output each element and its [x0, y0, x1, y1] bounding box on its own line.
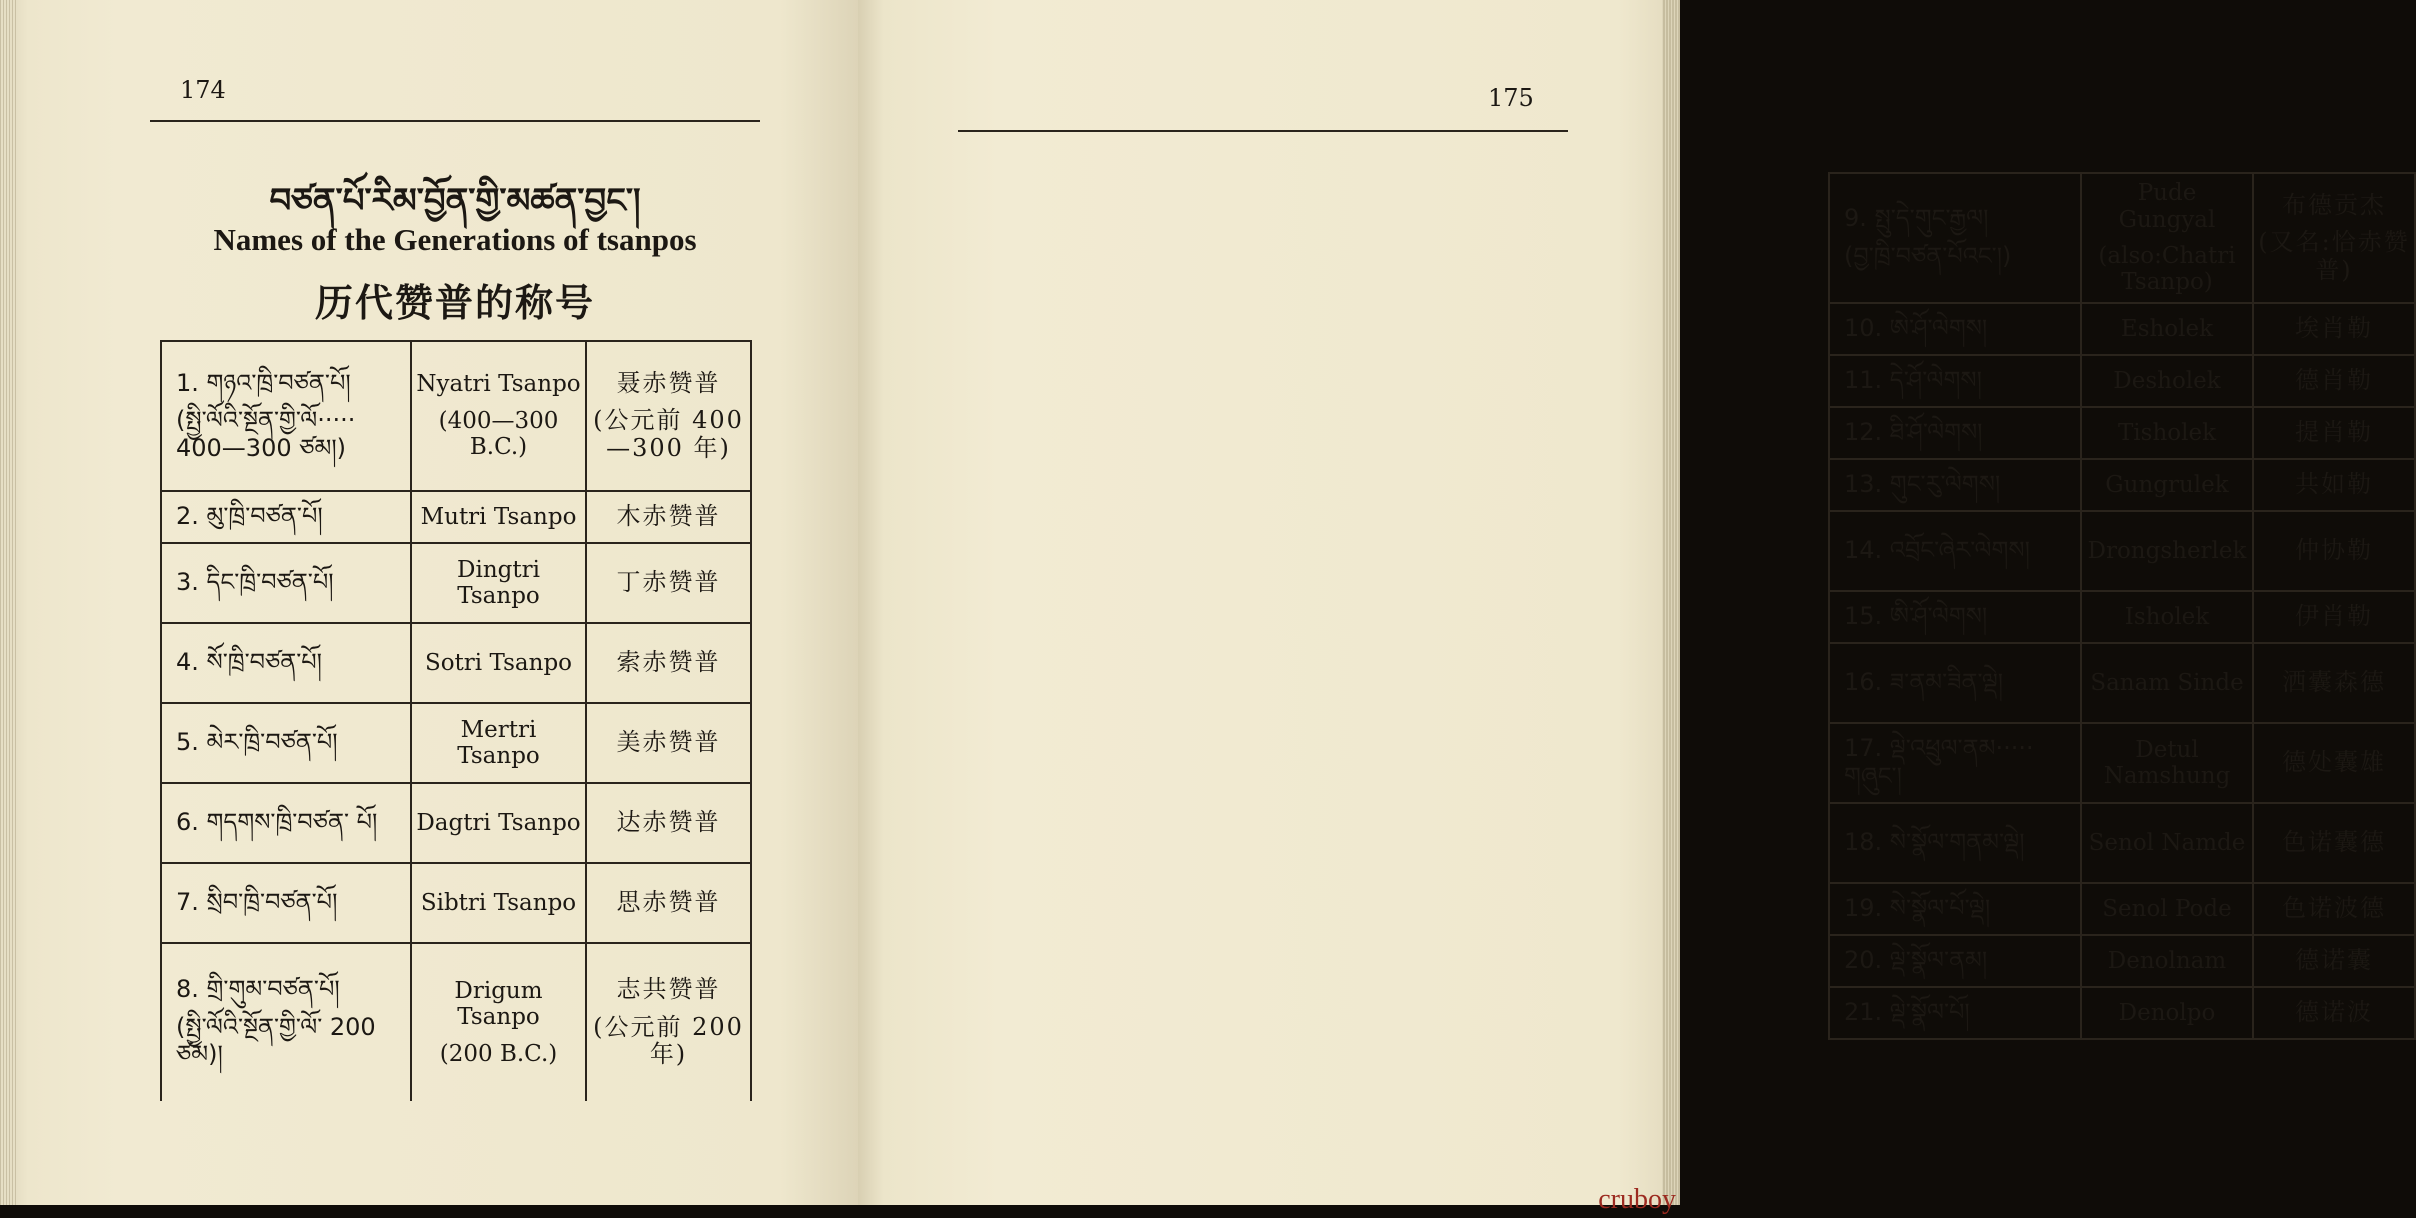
table-row — [161, 543, 751, 623]
chinese-name-cell — [586, 863, 751, 943]
tibetan-name-cell — [1829, 723, 2081, 803]
table-row — [161, 943, 751, 1101]
tibetan-name: 21. ལྡེ་སྣོལ་པོ། — [1844, 998, 1970, 1027]
tibetan-name-cell — [1829, 883, 2081, 935]
tibetan-name-cell — [1829, 173, 2081, 303]
tibetan-name: 13. གུང་རུ་ལེགས། — [1844, 470, 2001, 499]
chinese-name: 洒囊森德 — [2282, 668, 2386, 697]
chinese-name-cell — [2253, 723, 2415, 803]
english-name: Sanam Sinde — [2090, 669, 2244, 696]
table-row — [1829, 723, 2415, 803]
english-name: Gungrulek — [2105, 471, 2229, 498]
chinese-name-cell — [586, 341, 751, 491]
chinese-name: 丁赤赞普 — [616, 568, 721, 597]
chinese-name: 德诺波 — [2295, 998, 2373, 1027]
chinese-name-cell — [586, 491, 751, 543]
english-name: Detul Namshung — [2103, 736, 2231, 789]
tibetan-name: 10. ཨེ་ཤོ་ལེགས། — [1844, 314, 1988, 343]
table-row — [1829, 173, 2415, 303]
english-name-cell — [2081, 407, 2253, 459]
english-name: Mertri Tsanpo — [457, 716, 540, 769]
english-name: Sibtri Tsanpo — [420, 889, 577, 916]
table-row — [1829, 511, 2415, 591]
table-row — [1829, 935, 2415, 987]
chinese-name: 色诺波德 — [2282, 894, 2386, 923]
english-name-cell — [2081, 511, 2253, 591]
english-note: (400—300 B.C.) — [438, 407, 559, 461]
tibetan-name: 12. ཐི་ཤོ་ལེགས། — [1844, 418, 1983, 447]
english-name-cell — [2081, 723, 2253, 803]
watermark-text: cruboy — [1598, 1184, 1676, 1215]
tibetan-name-cell — [1829, 407, 2081, 459]
tibetan-name: 17. ལྡེ་འཕྲུལ་ནམ····· གཞུང་། — [1844, 734, 2034, 790]
tibetan-name: 1. གཉའ་ཁྲི་བཙན་པོ། — [176, 368, 351, 397]
tibetan-name: 2. མུ་ཁྲི་བཙན་པོ། — [176, 502, 323, 531]
english-name: Denolpo — [2118, 999, 2216, 1026]
tibetan-note: (སྤྱི་ལོའི་སྔོན་གྱི་ལོ་ 200 ཙམ)། — [176, 1012, 376, 1069]
chinese-name: 色诺囊德 — [2282, 828, 2386, 857]
chinese-name-cell — [586, 943, 751, 1101]
tibetan-name-cell — [1829, 643, 2081, 723]
title-chinese: 历代赞普的称号 — [314, 280, 595, 325]
chinese-name: 提肖勒 — [2295, 418, 2373, 447]
english-name: Esholek — [2120, 315, 2214, 342]
table-row — [1829, 407, 2415, 459]
chinese-name: 仲协勒 — [2295, 536, 2373, 565]
tibetan-name: 7. སྲིབ་ཁྲི་བཙན་པོ། — [176, 888, 338, 917]
chinese-name: 埃肖勒 — [2295, 314, 2373, 343]
english-name: Isholek — [2124, 603, 2210, 630]
english-name-cell — [2081, 987, 2253, 1039]
table-row — [161, 703, 751, 783]
chinese-name: 木赤赞普 — [616, 502, 721, 531]
chinese-note: (又名:恰赤赞普) — [2258, 228, 2410, 284]
tibetan-name: 16. ཟ་ནམ་ཟིན་ལྡེ། — [1844, 668, 2004, 697]
table-row — [161, 863, 751, 943]
chinese-name-cell — [2253, 173, 2415, 303]
header-rule — [958, 130, 1568, 132]
tibetan-note: (བྱ་ཁྲི་བཙན་པོའང་།) — [1844, 242, 2012, 270]
title-english: Names of the Generations of tsanpos — [213, 222, 697, 257]
tibetan-name: 8. གྲི་གུམ་བཙན་པོ། — [176, 975, 340, 1004]
tibetan-name-cell — [161, 703, 411, 783]
english-name-cell — [2081, 643, 2253, 723]
tibetan-name: 4. སོ་ཁྲི་བཙན་པོ། — [176, 648, 323, 677]
english-name: Senol Namde — [2088, 829, 2246, 856]
header-rule — [150, 120, 760, 122]
chinese-name-cell — [2253, 643, 2415, 723]
chinese-name-cell — [2253, 803, 2415, 883]
tibetan-name: 11. དེ་ཤོ་ལེགས། — [1844, 366, 1982, 395]
chinese-name-cell — [586, 783, 751, 863]
tibetan-name-cell — [1829, 987, 2081, 1039]
tibetan-name-cell — [161, 783, 411, 863]
tibetan-name-cell — [1829, 803, 2081, 883]
tibetan-name-cell — [1829, 511, 2081, 591]
tibetan-name: 5. མེར་ཁྲི་བཙན་པོ། — [176, 728, 338, 757]
tibetan-name-cell — [161, 341, 411, 491]
table-row — [1829, 303, 2415, 355]
english-name-cell — [2081, 173, 2253, 303]
english-name: Mutri Tsanpo — [420, 503, 577, 530]
table-row — [161, 783, 751, 863]
tibetan-name: 18. སེ་སྣོལ་གནམ་ལྡེ། — [1844, 828, 2025, 857]
chinese-name: 达赤赞普 — [616, 808, 721, 837]
tibetan-name: 15. ཨི་ཤོ་ལེགས། — [1844, 602, 1988, 631]
tibetan-name-cell — [1829, 355, 2081, 407]
table-row — [161, 491, 751, 543]
chinese-name: 共如勒 — [2295, 470, 2373, 499]
page-number: 174 — [180, 76, 226, 104]
chinese-name-cell — [2253, 303, 2415, 355]
chinese-name: 美赤赞普 — [616, 728, 721, 757]
title-tibetan: བཙན་པོ་རིམ་བྱོན་གྱི་མཚན་བྱང་། — [269, 181, 641, 221]
chinese-name: 索赤赞普 — [616, 648, 721, 677]
chinese-note: (公元前 400 —300 年) — [593, 406, 744, 462]
tibetan-name: 14. འབྲོང་ཞེར་ལེགས། — [1844, 536, 2030, 565]
english-name-cell — [2081, 355, 2253, 407]
chinese-name: 德处囊雄 — [2282, 748, 2386, 777]
english-name: Desholek — [2113, 367, 2221, 394]
chinese-name-cell — [2253, 935, 2415, 987]
english-name-cell — [2081, 803, 2253, 883]
tibetan-name: 19. སེ་སྣོལ་པོ་ལྡེ། — [1844, 894, 1991, 923]
chinese-note: (公元前 200 年) — [593, 1012, 744, 1069]
english-name-cell — [411, 491, 586, 543]
chinese-name-cell — [586, 623, 751, 703]
tibetan-note: (སྤྱི་ལོའི་སྔོན་གྱི་ལོ····· 400—300 ཙམ།) — [176, 406, 356, 462]
english-name-cell — [411, 783, 586, 863]
english-name: Pude Gungyal — [2118, 180, 2216, 233]
english-note: (also:Chatri Tsanpo) — [2098, 243, 2236, 296]
chinese-name-cell — [2253, 459, 2415, 511]
tibetan-name-cell — [161, 623, 411, 703]
tibetan-name: 9. སྤུ་དེ་གུང་རྒྱལ། — [1844, 204, 1989, 233]
tibetan-name-cell — [161, 543, 411, 623]
table-row — [1829, 355, 2415, 407]
tsanpo-table-left — [160, 340, 752, 1101]
english-name-cell — [411, 943, 586, 1101]
left-page — [0, 0, 858, 1205]
table-row — [161, 341, 751, 491]
english-name: Drigum Tsanpo — [454, 977, 543, 1031]
chinese-name: 德诺囊 — [2295, 946, 2373, 975]
table-row — [1829, 883, 2415, 935]
chinese-name-cell — [2253, 407, 2415, 459]
table-row — [1829, 459, 2415, 511]
english-name-cell — [2081, 591, 2253, 643]
table-row — [1829, 591, 2415, 643]
chinese-name: 思赤赞普 — [616, 888, 721, 917]
english-name: Dagtri Tsanpo — [416, 809, 581, 836]
chinese-name-cell — [2253, 591, 2415, 643]
english-name: Dingtri Tsanpo — [457, 556, 540, 609]
tibetan-name-cell — [161, 863, 411, 943]
page-edge — [0, 0, 18, 1205]
table-row — [161, 623, 751, 703]
page-edge — [1662, 0, 1680, 1205]
english-note: (200 B.C.) — [439, 1040, 558, 1067]
tibetan-name-cell — [161, 943, 411, 1101]
chinese-name-cell — [2253, 355, 2415, 407]
english-name-cell — [411, 341, 586, 491]
tibetan-name-cell — [1829, 935, 2081, 987]
chinese-name-cell — [2253, 987, 2415, 1039]
tibetan-name-cell — [1829, 459, 2081, 511]
table-row — [1829, 803, 2415, 883]
english-name: Tisholek — [2117, 419, 2217, 446]
chinese-name: 聂赤赞普 — [616, 368, 721, 397]
chinese-name-cell — [2253, 511, 2415, 591]
chinese-name: 志共赞普 — [616, 975, 721, 1004]
chinese-name-cell — [2253, 883, 2415, 935]
english-name-cell — [411, 543, 586, 623]
english-name-cell — [411, 623, 586, 703]
tibetan-name-cell — [1829, 591, 2081, 643]
english-name: Sotri Tsanpo — [424, 649, 573, 676]
chinese-name: 伊肖勒 — [2295, 602, 2373, 631]
chinese-name-cell — [586, 703, 751, 783]
tibetan-name-cell — [1829, 303, 2081, 355]
tibetan-name: 3. དིང་ཁྲི་བཙན་པོ། — [176, 568, 334, 597]
english-name: Nyatri Tsanpo — [416, 371, 581, 398]
english-name: Drongsherlek — [2087, 537, 2247, 564]
english-name-cell — [2081, 459, 2253, 511]
english-name: Denolnam — [2107, 947, 2227, 974]
table-row — [1829, 643, 2415, 723]
english-name: Senol Pode — [2102, 895, 2232, 922]
chinese-name: 德肖勒 — [2295, 366, 2373, 395]
english-name-cell — [411, 863, 586, 943]
english-name-cell — [411, 703, 586, 783]
english-name-cell — [2081, 935, 2253, 987]
tibetan-name: 20. ལྡེ་སྣོལ་ནམ། — [1844, 946, 1988, 975]
page-number: 175 — [1488, 84, 1534, 112]
tibetan-name: 6. གདགས་ཁྲི་བཙན་ པོ། — [176, 808, 378, 837]
chinese-name: 布德贡杰 — [2282, 190, 2386, 219]
right-page — [858, 0, 2410, 1205]
english-name-cell — [2081, 303, 2253, 355]
english-name-cell — [2081, 883, 2253, 935]
tsanpo-table-right — [1828, 172, 2416, 1040]
table-row — [1829, 987, 2415, 1039]
chinese-name-cell — [586, 543, 751, 623]
tibetan-name-cell — [161, 491, 411, 543]
